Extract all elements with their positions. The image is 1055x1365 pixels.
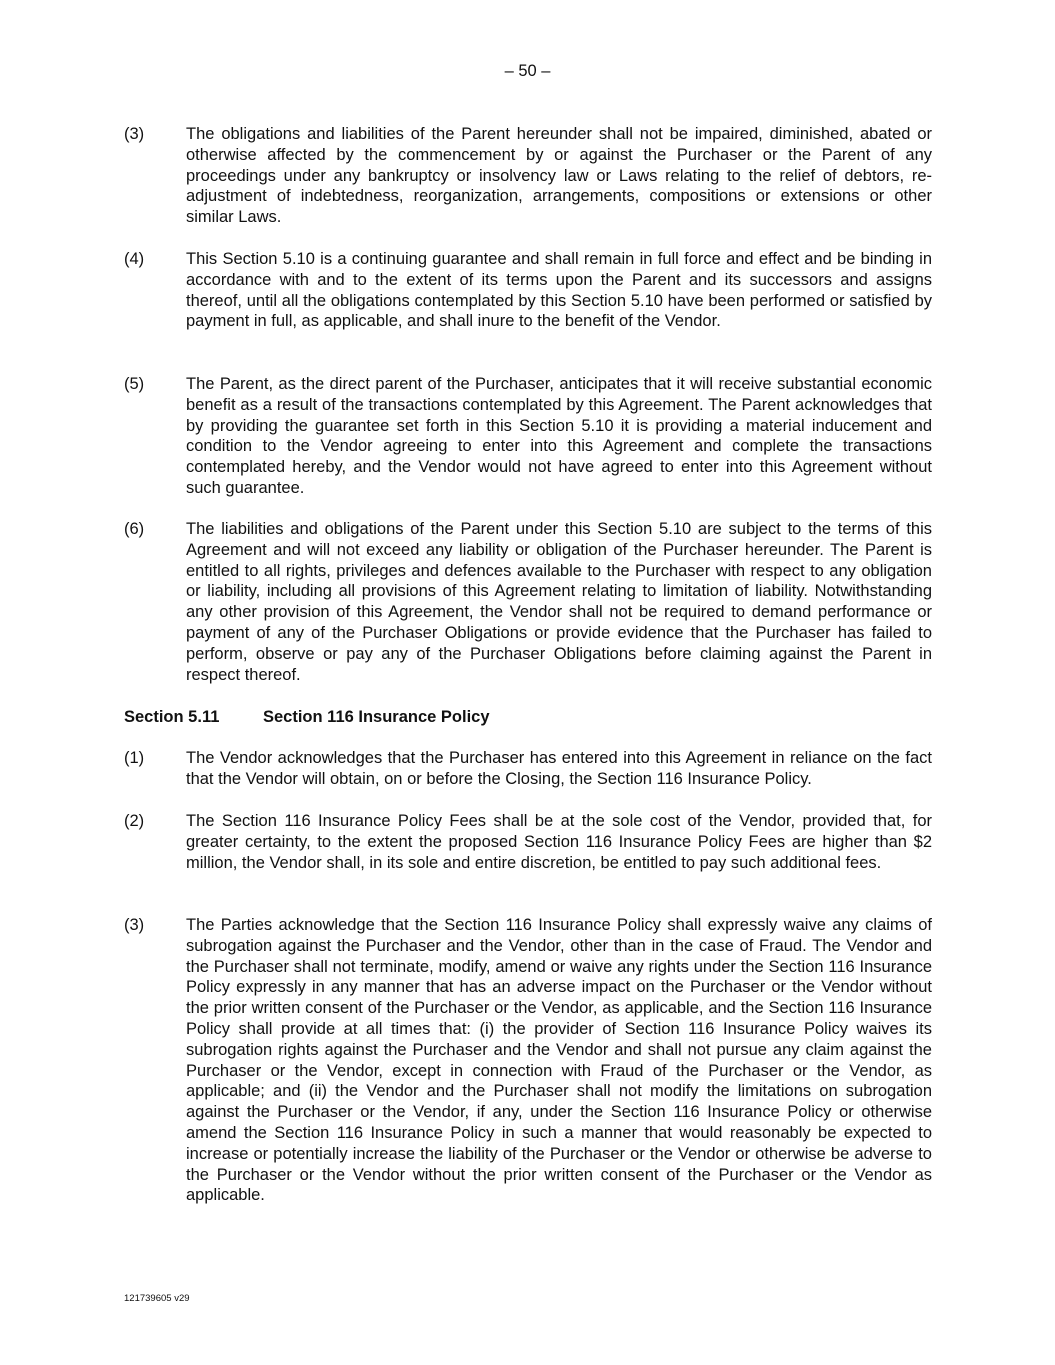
- paragraph-text: The Parties acknowledge that the Section 116 Insurance Policy shall expressly waive any claims of subrogation against the Purchaser and the Vendor, other than in the case of Fraud. The Vendor and the Purchaser shall not terminate, modify, amend or waive any rights under the Section 116 Insurance Policy expressly in any manner that has an adverse impact on the Purchaser or the Vendor without the prior written consent of the Purchaser or the Vendor, as applicable, and the Section 116 Insurance Policy shall provide at all times that: (i) the provider of Section 116 Insurance Policy waives its subrogation rights against the Purchaser and the Vendor and shall not pursue any claim against the Purchaser or the Vendor, except in connection with Fraud of the Purchaser or the Vendor, as applicable; and (ii) the Vendor and the Purchaser shall not modify the limitations on subrogation against the Purchaser or the Vendor, if any, under the Section 116 Insurance Policy or otherwise amend the Section 116 Insurance Policy in such a manner that would reasonably be expected to increase or potentially increase the liability of the Purchaser or the Vendor or otherwise be adverse to the Purchaser or the Vendor without the prior written consent of the Purchaser or the Vendor as applicable.: [186, 916, 932, 1205]
- paragraph-number: (1): [124, 749, 145, 767]
- section-number: Section 5.11: [124, 708, 220, 726]
- paragraph-text: The Vendor acknowledges that the Purchaser has entered into this Agreement in reliance on the fact that the Vendor will obtain, on or before the Closing, the Section 116 Insurance Policy.: [186, 749, 932, 788]
- section-heading: [124, 707, 490, 728]
- section-title: Section 116 Insurance Policy: [263, 708, 490, 726]
- paragraph-3-subrogation: [124, 915, 932, 1206]
- paragraph-4-continuing-guarantee: [124, 249, 932, 332]
- paragraph-1-vendor-acknowledges: [124, 748, 932, 790]
- page-number: – 50 –: [504, 62, 551, 80]
- paragraph-text: The Parent, as the direct parent of the Purchaser, anticipates that it will receive substantial economic benefit as a result of the transactions contemplated by this Agreement. The Parent acknowledges that by providing the guarantee set forth in this Section 5.10 it is providing a material inducement and condition to the Vendor agreeing to enter into this Agreement and complete the transactions contemplated hereby, and the Vendor would not have agreed to enter into this Agreement without such guarantee.: [186, 375, 932, 497]
- paragraph-number: (6): [124, 520, 145, 538]
- paragraph-number: (3): [124, 125, 145, 143]
- paragraph-text: The Section 116 Insurance Policy Fees shall be at the sole cost of the Vendor, provided that, for greater certainty, to the extent the proposed Section 116 Insurance Policy Fees are higher than $2 million, the Vendor shall, in its sole and entire discretion, be entitled to pay such additional fees.: [186, 812, 932, 872]
- paragraph-5-economic-benefit: [124, 374, 932, 499]
- paragraph-text: This Section 5.10 is a continuing guarantee and shall remain in full force and effect and be binding in accordance with and to the extent of its terms upon the Parent and its successors and assigns thereof, until all the obligations contemplated by this Section 5.10 have been performed or satisfied by payment in full, as applicable, and shall inure to the benefit of the Vendor.: [186, 250, 932, 331]
- paragraph-number: (3): [124, 916, 145, 934]
- paragraph-number: (4): [124, 250, 145, 268]
- paragraph-6-liabilities: [124, 519, 932, 685]
- paragraph-text: The liabilities and obligations of the Parent under this Section 5.10 are subject to the terms of this Agreement and will not exceed any liability or obligation of the Purchaser hereunder. The Parent is entitled to all rights, privileges and defences available to the Purchaser with respect to any obligation or liability, including all provisions of this Agreement relating to limitation of liability. Notwithstanding any other provision of this Agreement, the Vendor shall not be required to demand performance or payment of any of the Purchaser Obligations or provide evidence that the Purchaser has failed to perform, observe or pay any of the Purchaser Obligations before claiming against the Parent in respect thereof.: [186, 520, 932, 684]
- paragraph-3-parent-obligations: [124, 124, 932, 228]
- footer-document-id: 121739605 v29: [124, 1293, 190, 1304]
- paragraph-2-insurance-fees: [124, 811, 932, 873]
- paragraph-text: The obligations and liabilities of the Parent hereunder shall not be impaired, diminished, abated or otherwise affected by the commencement by or against the Purchaser or the Parent of any proceedings under any bankruptcy or insolvency law or Laws relating to the relief of debtors, re-adjustment of indebtedness, reorganization, arrangements, compositions or extensions or other similar Laws.: [186, 125, 932, 227]
- paragraph-number: (5): [124, 375, 145, 393]
- paragraph-number: (2): [124, 812, 145, 830]
